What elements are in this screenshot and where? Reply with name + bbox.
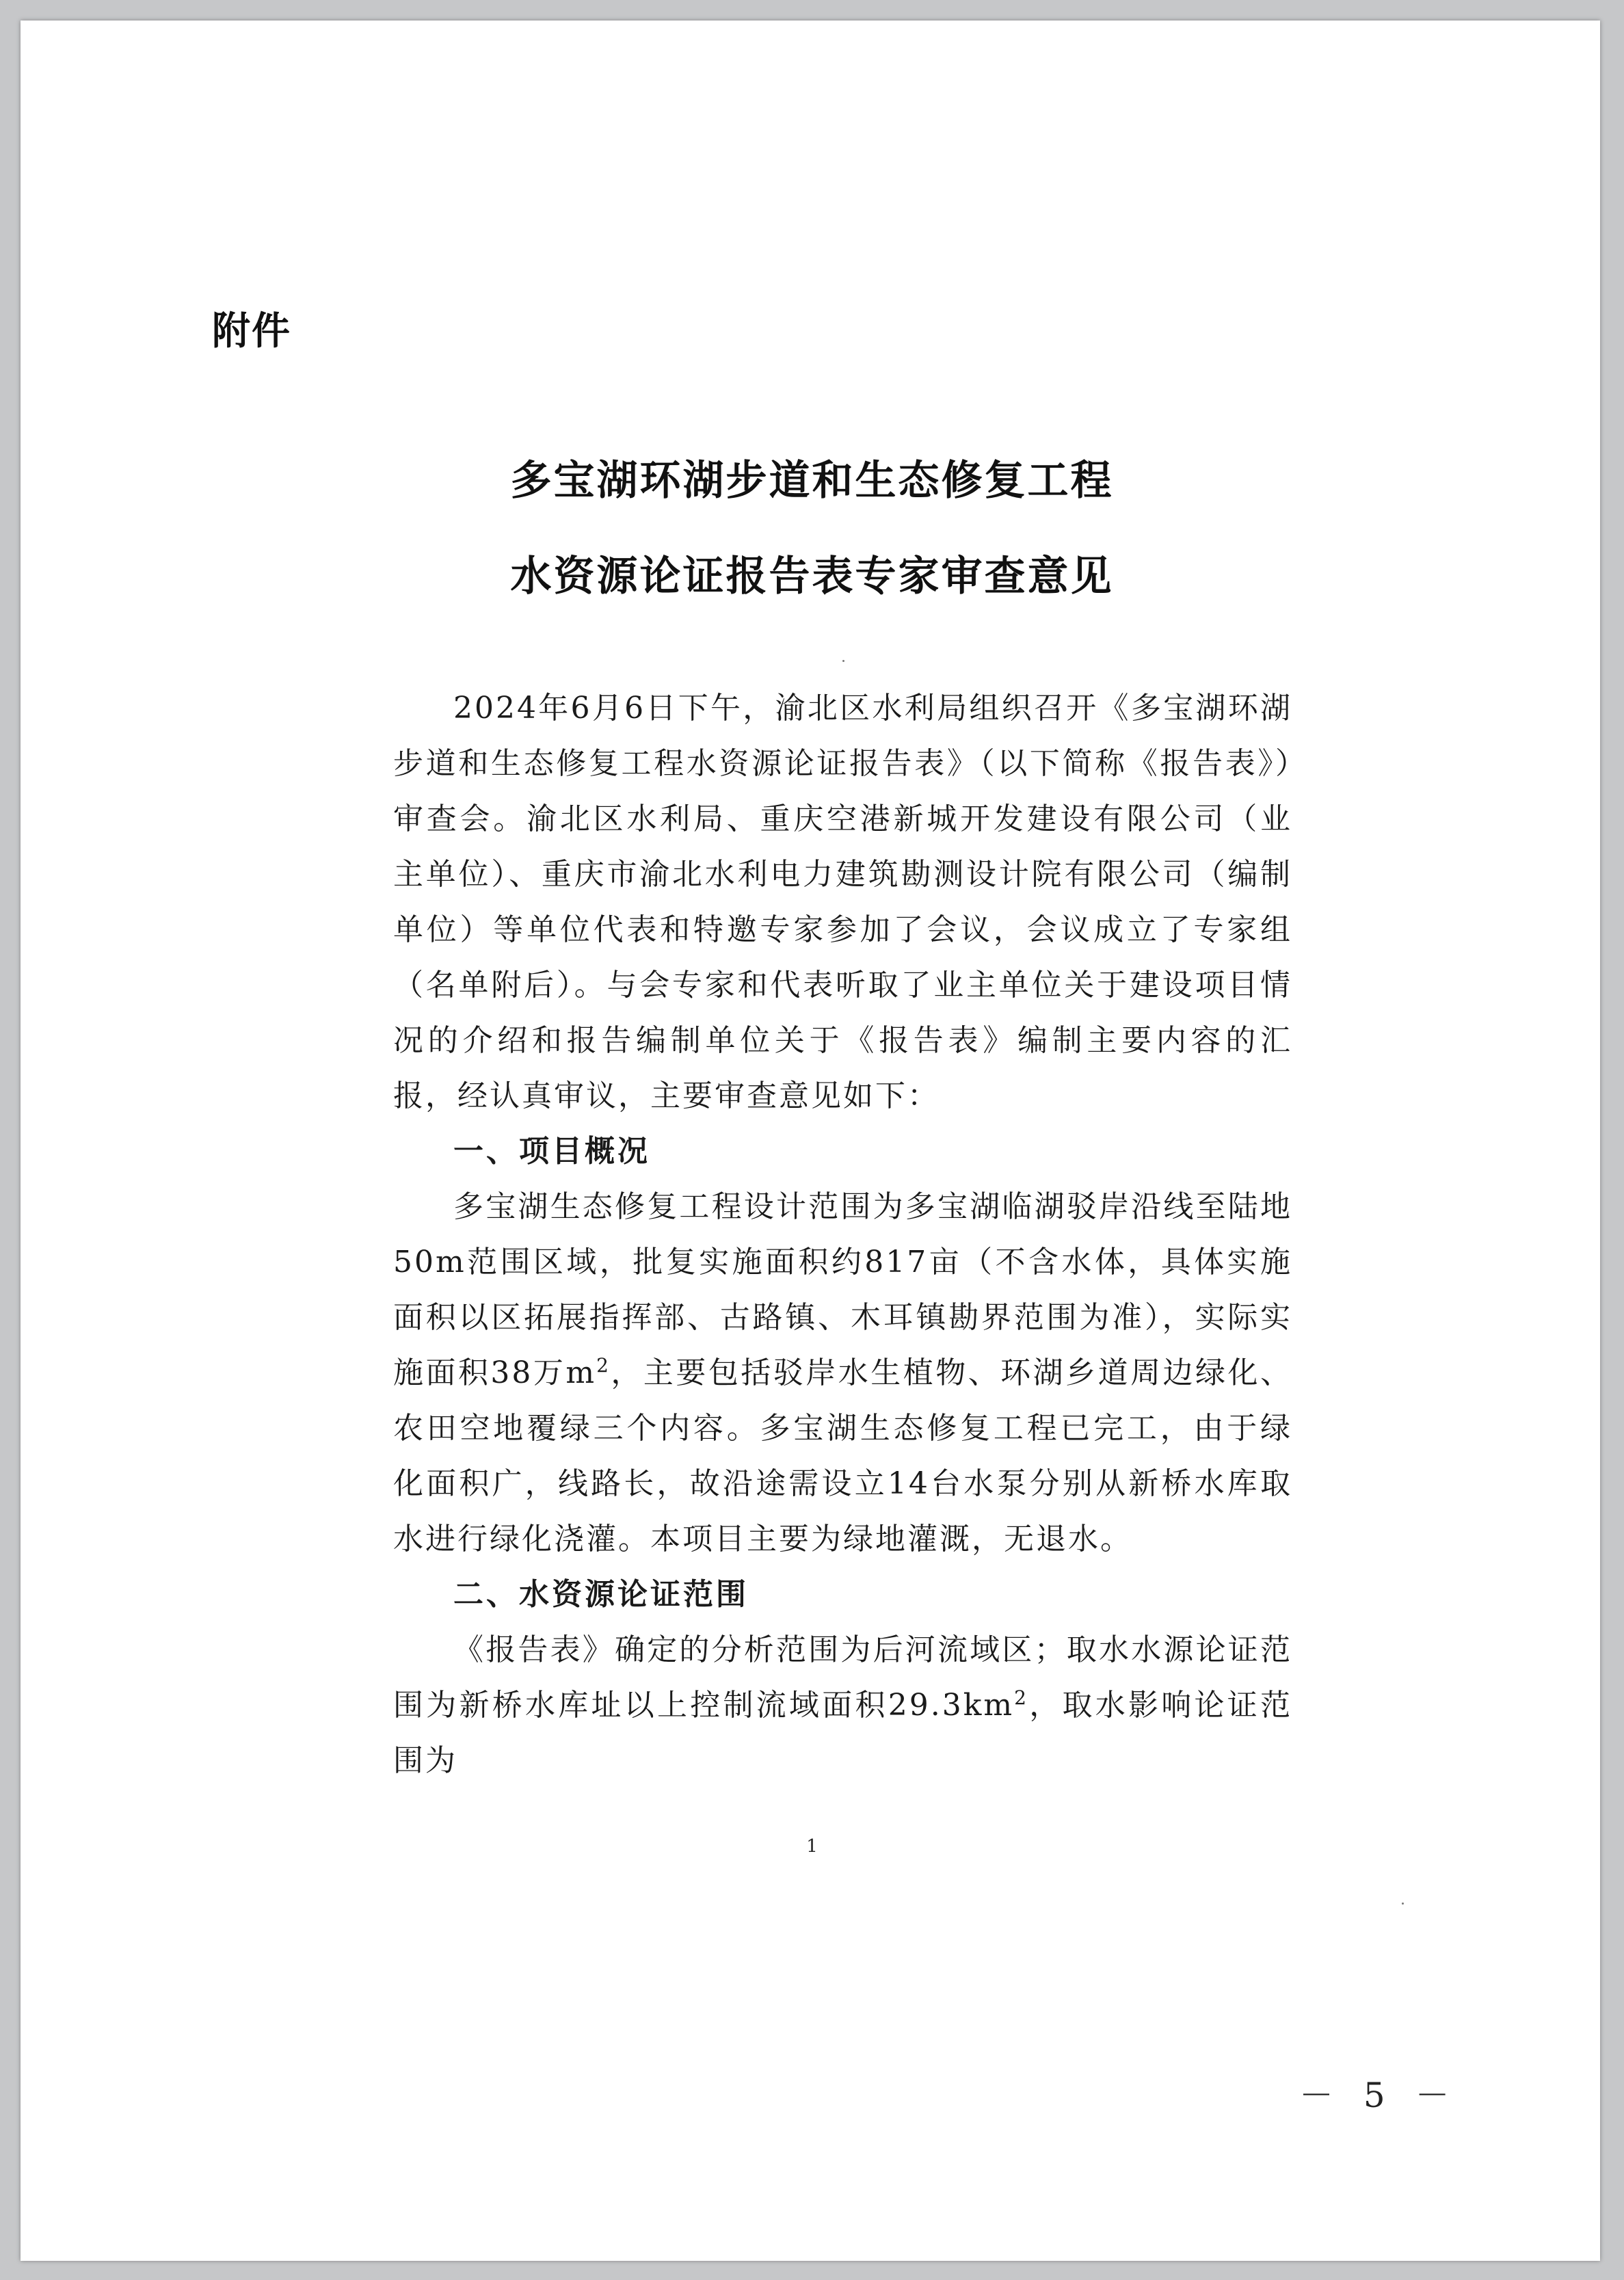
- section-heading-scope: 二、水资源论证范围: [453, 1577, 749, 1612]
- section-paragraph-overview: [393, 1179, 1292, 1567]
- page-number-small: 1: [806, 1836, 818, 1857]
- document-title-line-2: 水资源论证报告表专家审查意见: [510, 553, 1114, 600]
- section-heading-overview: 一、项目概况: [453, 1134, 650, 1169]
- attachment-label: 附件: [212, 309, 291, 354]
- scope-text-part-1: 《报告表》确定的分析范围为后河流域区；取水水源论证范围为新桥水库址以上控制流域面积29.3km: [393, 1632, 1292, 1723]
- document-title-line-1: 多宝湖环湖步道和生态修复工程: [510, 457, 1114, 505]
- intro-paragraph: 2024年6月6日下午，渝北区水利局组织召开《多宝湖环湖步道和生态修复工程水资源论证报告表》（以下简称《报告表》）审查会。渝北区水利局、重庆空港新城开发建设有限公司（业主单位）、重庆市渝北水利电力建筑勘测设计院有限公司（编制单位）等单位代表和特邀专家参加了会议，会议成立了专家组（名单附后）。与会专家和代表听取了业主单位关于建设项目情况的介绍和报告编制单位关于《报告表》编制主要内容的汇报，经认真审议，主要审查意见如下：: [393, 691, 1292, 1113]
- document-body: [393, 680, 1292, 1788]
- scan-speck: [842, 660, 844, 662]
- section-paragraph-scope: [393, 1622, 1292, 1788]
- superscript-2: 2: [1014, 1686, 1028, 1709]
- page-number-large: － 5 －: [1299, 2076, 1459, 2115]
- overview-text-part-2: ，主要包括驳岸水生植物、环湖乡道周边绿化、农田空地覆绿三个内容。多宝湖生态修复工程已完工，由于绿化面积广，线路长，故沿途需设立14台水泵分别从新桥水库取水进行绿化浇灌。本项目主要为绿地灌溉，无退水。: [393, 1355, 1292, 1556]
- overview-text-part-1: 多宝湖生态修复工程设计范围为多宝湖临湖驳岸沿线至陆地50m范围区域，批复实施面积约817亩（不含水体，具体实施面积以区拓展指挥部、古路镇、木耳镇勘界范围为准），实际实施面积38万m: [393, 1189, 1292, 1390]
- scope-text-part-2: ，取水影响论证范围为: [393, 1688, 1293, 1778]
- scan-speck: [1402, 1903, 1404, 1905]
- superscript-2: 2: [596, 1354, 611, 1377]
